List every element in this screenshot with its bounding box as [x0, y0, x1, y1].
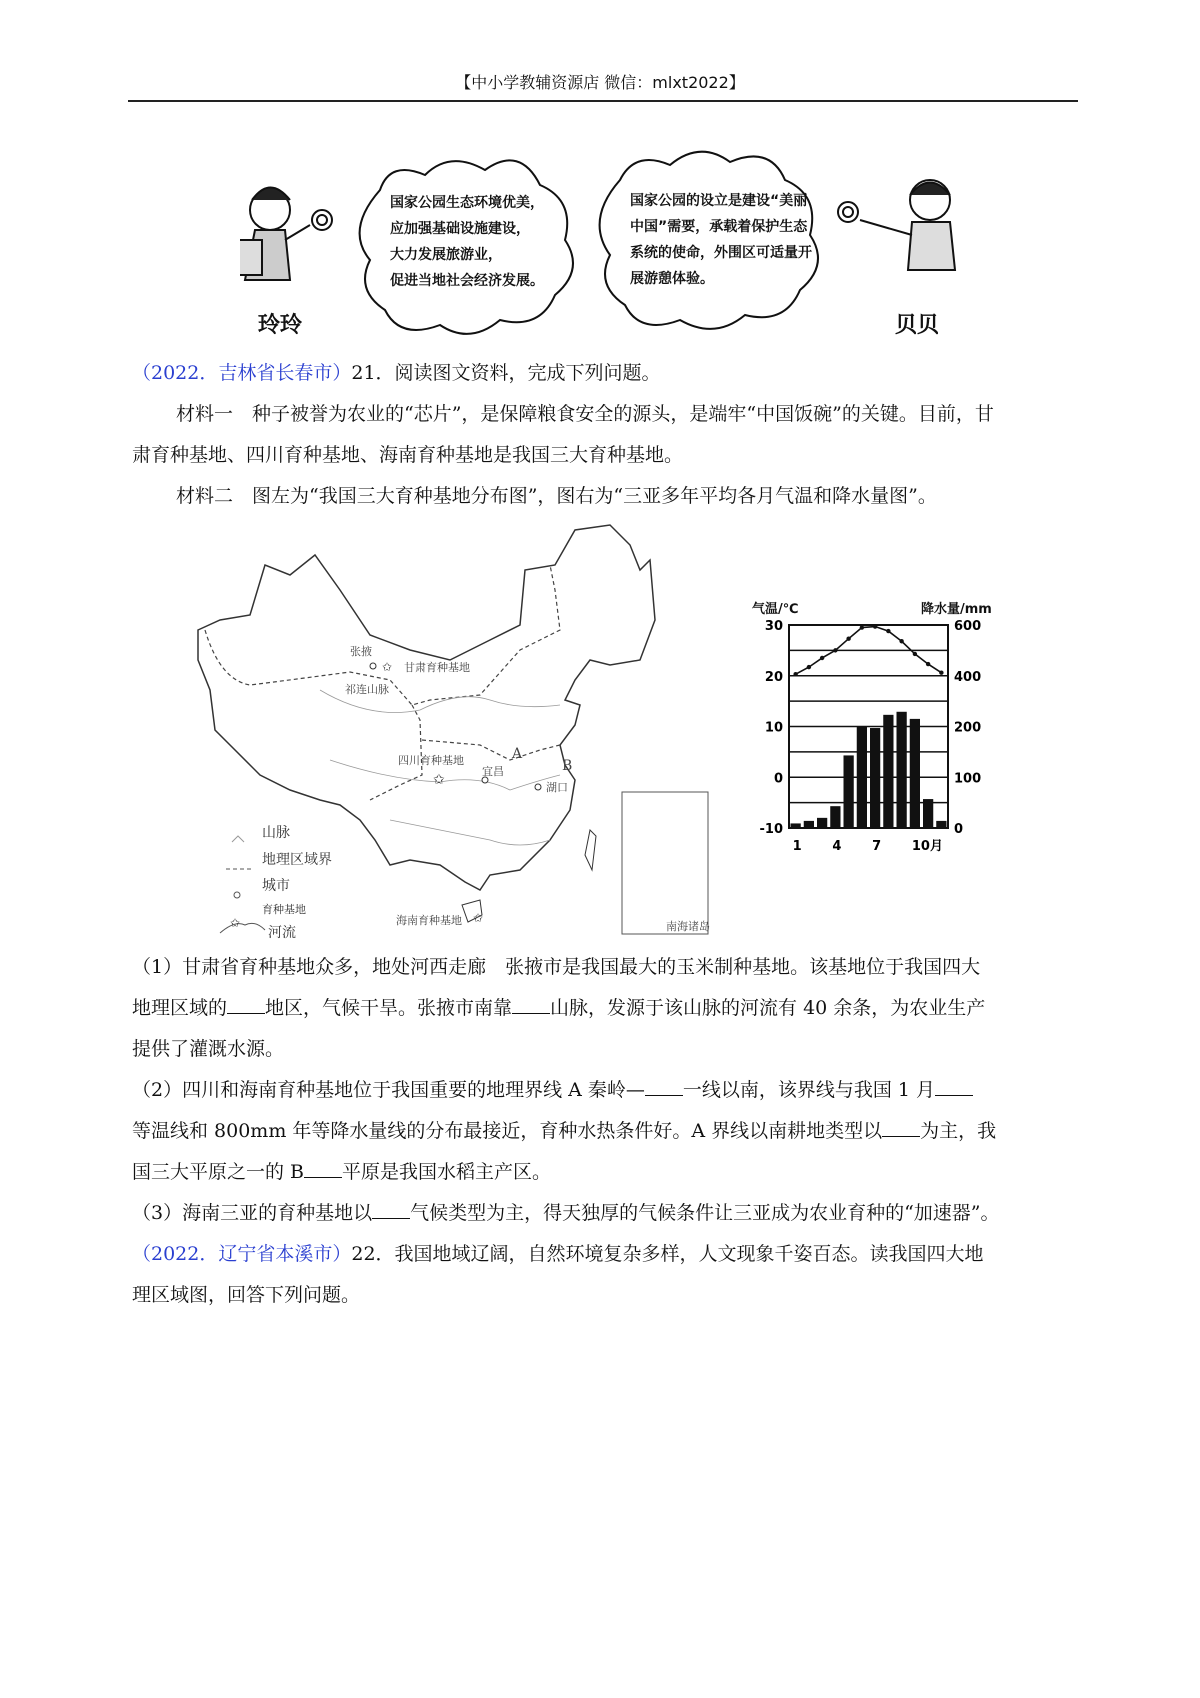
text: 一线以南，该界线与我国 1 月	[682, 1079, 936, 1101]
right-bubble-text	[630, 188, 812, 292]
legend-boundary: 地理区域界	[262, 852, 332, 868]
temperature-point	[846, 637, 850, 641]
text: （2）四川和海南育种基地位于我国重要的地理界线 A 秦岭—	[132, 1079, 645, 1101]
material1-line1: 材料一 种子被誉为农业的“芯片”，是保障粮食安全的源头，是端牢“中国饭碗”的关键。目前，甘	[176, 403, 994, 425]
q21-intro: 21．阅读图文资料，完成下列问题。	[351, 362, 661, 384]
bubble-line: 促进当地社会经济发展。	[390, 273, 544, 289]
answer-blank[interactable]	[304, 1158, 342, 1178]
bubble-line: 国家公园的设立是建设“美丽	[630, 193, 808, 209]
left-tick-label: 20	[764, 669, 783, 685]
right-tick-label: 400	[954, 669, 982, 685]
map-label-hainan-base: 海南育种基地	[396, 914, 462, 927]
right-tick-label: 0	[954, 822, 964, 837]
right-tick-label: 100	[954, 771, 982, 787]
text: 平原是我国水稻主产区。	[342, 1161, 552, 1183]
text: 国三大平原之一的 B	[132, 1161, 305, 1183]
map-label-hukou: 湖口	[546, 781, 568, 794]
precipitation-bar	[804, 821, 814, 828]
precipitation-bar	[830, 806, 840, 828]
chart-right-axis-title: 降水量/mm	[921, 602, 992, 617]
answer-blank[interactable]	[882, 1117, 920, 1137]
map-label-zhangye: 张掖	[350, 645, 372, 658]
text: 地区，气候干旱。张掖市南靠	[265, 997, 513, 1019]
temperature-point	[807, 665, 811, 669]
legend-star-icon: ✩	[230, 916, 241, 930]
header-divider	[128, 100, 1078, 102]
precipitation-bar	[844, 755, 854, 828]
cartoon-illustration	[240, 150, 980, 350]
temperature-point	[926, 662, 930, 666]
boy-name: 贝贝	[895, 313, 940, 338]
left-bubble-text	[390, 190, 544, 294]
text: 山脉，发源于该山脉的河流有 40 余条，为农业生产	[550, 997, 986, 1019]
q21-part2-line1	[132, 1075, 973, 1102]
hainan-base-star-icon: ✩	[473, 911, 484, 925]
text: 地理区域的	[132, 997, 228, 1019]
legend-symbols	[220, 836, 265, 933]
x-tick-label: 4	[832, 839, 842, 854]
right-tick-label: 600	[954, 619, 982, 634]
x-tick-label: 1	[792, 839, 802, 854]
page-header: 【中小学教辅资源店 微信：mlxt2022】	[455, 73, 745, 92]
left-tick-label: 30	[764, 619, 783, 634]
temperature-point	[886, 629, 890, 633]
temperature-point	[820, 656, 824, 660]
bubble-line: 系统的使命，外围区可适量开	[630, 245, 812, 261]
temperature-point	[833, 648, 837, 652]
answer-blank[interactable]	[372, 1199, 410, 1219]
right-tick-label: 200	[954, 720, 982, 736]
climate-chart	[740, 610, 1020, 870]
material2: 材料二 图左为“我国三大育种基地分布图”，图右为“三亚多年平均各月气温和降水量图”。	[176, 485, 937, 507]
answer-blank[interactable]	[227, 994, 265, 1014]
left-tick-label: 10	[764, 720, 783, 736]
sichuan-base-star-icon: ✩	[433, 772, 445, 788]
bubble-line: 中国”需要，承载着保护生态	[630, 219, 808, 235]
text: 为主，我	[920, 1120, 997, 1142]
precipitation-bar	[870, 728, 880, 828]
q21-heading	[132, 358, 661, 385]
precipitation-bar	[897, 712, 907, 828]
map-label-B: B	[562, 758, 573, 774]
legend-river: 河流	[268, 925, 296, 941]
q21-part1-line3: 提供了灌溉水源。	[132, 1038, 285, 1060]
bubble-line: 应加强基础设施建设，	[390, 221, 530, 237]
material1-line2: 肃育种基地、四川育种基地、海南育种基地是我国三大育种基地。	[132, 444, 684, 466]
q22-line2: 理区域图，回答下列问题。	[132, 1284, 361, 1306]
precipitation-bar	[923, 799, 933, 828]
map-label-qilian: 祁连山脉	[345, 683, 389, 696]
legend-mountain: 山脉	[262, 825, 290, 841]
x-tick-label: 10月	[911, 839, 943, 854]
q21-part1-line2	[132, 993, 985, 1020]
map-label-gansu-base: 甘肃育种基地	[404, 661, 470, 674]
text: 等温线和 800mm 年等降水量线的分布最接近，育种水热条件好。A 界线以南耕地类型以	[132, 1120, 883, 1142]
taiwan-outline	[585, 830, 596, 870]
temperature-point	[793, 672, 797, 676]
precipitation-bar	[791, 823, 801, 828]
left-tick-label: 0	[773, 771, 783, 787]
precipitation-bar	[817, 818, 827, 828]
q21-part2-line2	[132, 1116, 996, 1143]
south-sea-inset	[622, 792, 708, 934]
bubble-line: 展游憩体验。	[630, 271, 714, 287]
girl-name: 玲玲	[258, 313, 303, 338]
text: （3）海南三亚的育种基地以	[132, 1202, 373, 1224]
q21-part2-line3	[132, 1157, 551, 1184]
hukou-city-marker	[535, 784, 541, 790]
precipitation-bar	[910, 719, 920, 828]
text: 气候类型为主，得天独厚的气候条件让三亚成为农业育种的“加速器”。	[410, 1202, 1000, 1224]
map-label-inset: 南海诸岛	[666, 920, 710, 933]
answer-blank[interactable]	[935, 1076, 973, 1096]
map-label-yichang: 宜昌	[482, 765, 504, 778]
legend-base: 育种基地	[262, 903, 306, 916]
temperature-point	[860, 625, 864, 629]
chart-left-axis-title: 气温/℃	[752, 602, 799, 617]
map-label-A: A	[512, 746, 523, 762]
precipitation-bar	[936, 821, 946, 828]
precipitation-bar	[883, 715, 893, 828]
bubble-line: 大力发展旅游业，	[390, 247, 502, 263]
zhangye-city-marker	[370, 663, 376, 669]
boy-figure-icon	[838, 180, 955, 270]
q21-part3	[132, 1198, 1000, 1225]
x-tick-label: 7	[872, 839, 882, 854]
left-tick-label: -10	[759, 822, 783, 837]
temperature-point	[939, 671, 943, 675]
q21-source: （2022．吉林省长春市）	[132, 362, 352, 384]
q22-line1	[132, 1239, 984, 1266]
girl-figure-icon	[240, 188, 332, 281]
text: 22．我国地域辽阔，自然环境复杂多样，人文现象千姿百态。读我国四大地	[351, 1243, 984, 1265]
q22-source: （2022．辽宁省本溪市）	[132, 1243, 352, 1265]
gansu-base-star-icon: ✩	[382, 660, 393, 674]
temperature-point	[873, 624, 877, 628]
answer-blank[interactable]	[512, 994, 550, 1014]
temperature-point	[899, 639, 903, 643]
temperature-point	[913, 652, 917, 656]
bubble-line: 国家公园生态环境优美，	[390, 195, 544, 211]
answer-blank[interactable]	[645, 1076, 683, 1096]
map-label-sichuan-base: 四川育种基地	[398, 754, 464, 767]
precipitation-bar	[857, 727, 867, 829]
q21-part1-line1: （1）甘肃省育种基地众多，地处河西走廊 张掖市是我国最大的玉米制种基地。该基地位于我国四大	[132, 956, 981, 978]
legend-city: 城市	[262, 878, 290, 894]
